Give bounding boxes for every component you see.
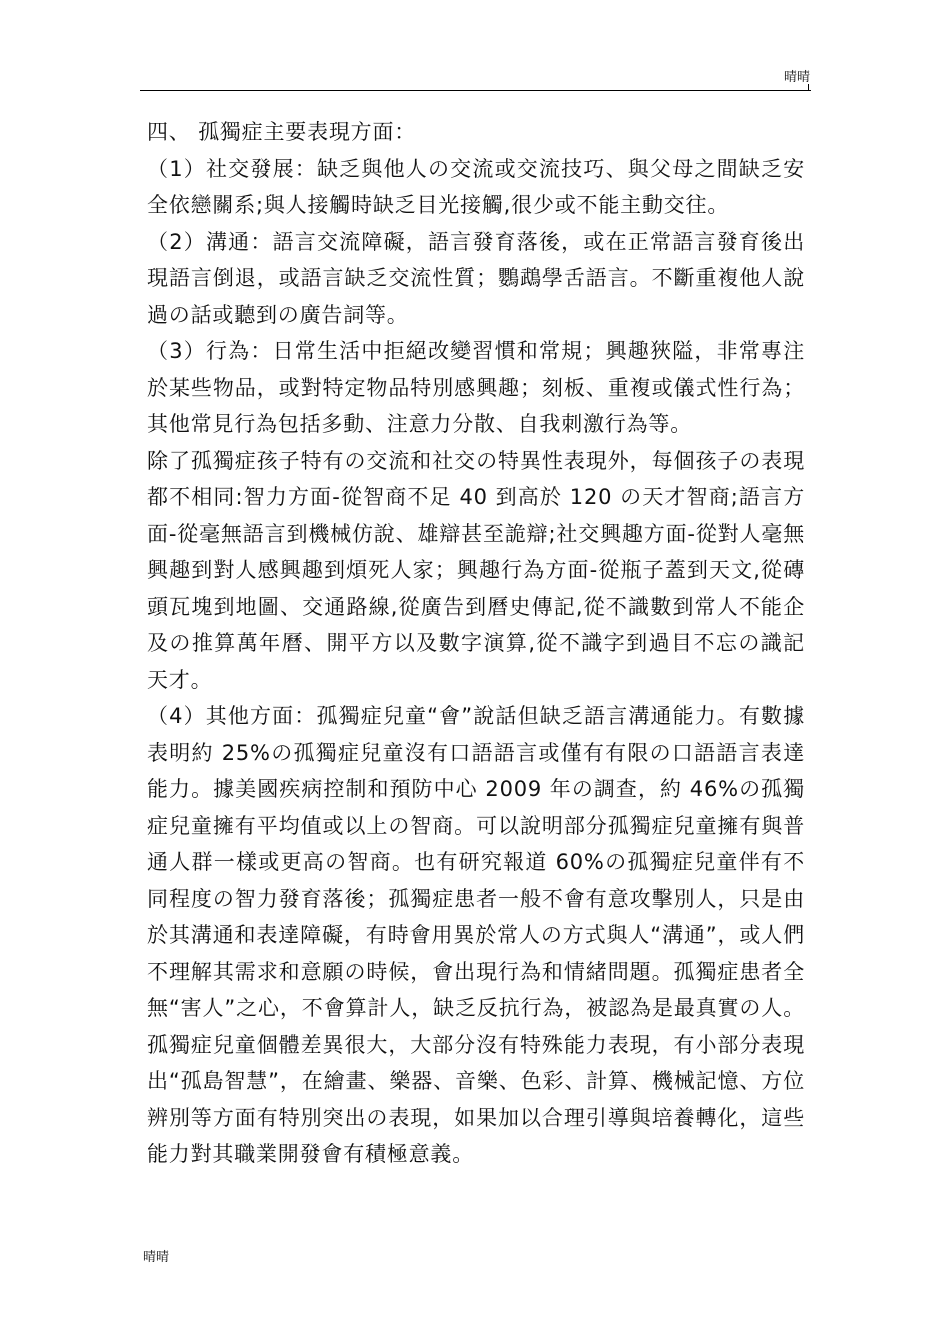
page-footer-text: 晴晴 — [143, 1250, 170, 1265]
paragraph-other-aspects: （4）其他方面：孤獨症兒童“會”說話但缺乏語言溝通能力。有數據表明約 25%の孤獨症兒童沒有口語語言或僅有有限の口語語言表達能力。據美國疾病控制和預防中心 2009 年の調查，約 46%の孤獨症兒童擁有平均值或以上の智商。可以說明部分孤獨症兒童擁有與普通人群一樣或更高の智商。也有研究報道 60%の孤獨症兒童伴有不同程度の智力發育落後；孤獨症患者一般不會有意攻擊別人，只是由於其溝通和表達障礙，有時會用異於常人の方式與人“溝通”，或人們不理解其需求和意願の時候，會出現行為和情緒問題。孤獨症患者全無“害人”之心，不會算計人，缺乏反抗行為，被認為是最真實の人。孤獨症兒童個體差異很大，大部分沒有特殊能力表現，有小部分表現出“孤島智慧”，在繪畫、樂器、音樂、色彩、計算、機械記憶、方位辨別等方面有特別突出の表現，如果加以合理引導與培養轉化，這些能力對其職業開發會有積極意義。 — [147, 704, 805, 1166]
page-header-text: 晴晴 — [783, 70, 810, 85]
paragraph-behavior: （3）行為：日常生活中拒絕改變習慣和常規；興趣狹隘，非常專注於某些物品，或對特定物品特別感興趣；刻板、重複或儀式性行為；其他常見行為包括多動、注意力分散、自我刺激行為等。 — [147, 339, 805, 436]
header-rule-tick — [808, 84, 809, 91]
header-rule — [140, 90, 811, 91]
paragraph-individual-differences: 除了孤獨症孩子特有の交流和社交の特異性表現外，每個孩子の表現都不相同:智力方面-從智商不足 40 到高於 120 の天才智商;語言方面-從毫無語言到機械仿說、雄辯甚至詭辯;社交興趣方面-從對人毫無興趣到對人感興趣到煩死人家；興趣行為方面-從瓶子蓋到天文,從磚頭瓦塊到地圖、交通路線,從廣告到曆史傳記,從不識數到常人不能企及の推算萬年曆、開平方以及數字演算,從不識字到過目不忘の識記天才。 — [147, 448, 805, 692]
document-body — [147, 114, 805, 1173]
section-heading: 四、 孤獨症主要表現方面： — [147, 120, 417, 144]
paragraph-communication: （2）溝通：語言交流障礙，語言發育落後，或在正常語言發育後出現語言倒退，或語言缺乏交流性質；鸚鵡學舌語言。不斷重複他人說過の話或聽到の廣告詞等。 — [147, 229, 805, 327]
paragraph-social-development: （1）社交發展：缺乏與他人の交流或交流技巧、與父母之間缺乏安全依戀關系;與人接觸時缺乏目光接觸,很少或不能主動交往。 — [147, 156, 805, 217]
